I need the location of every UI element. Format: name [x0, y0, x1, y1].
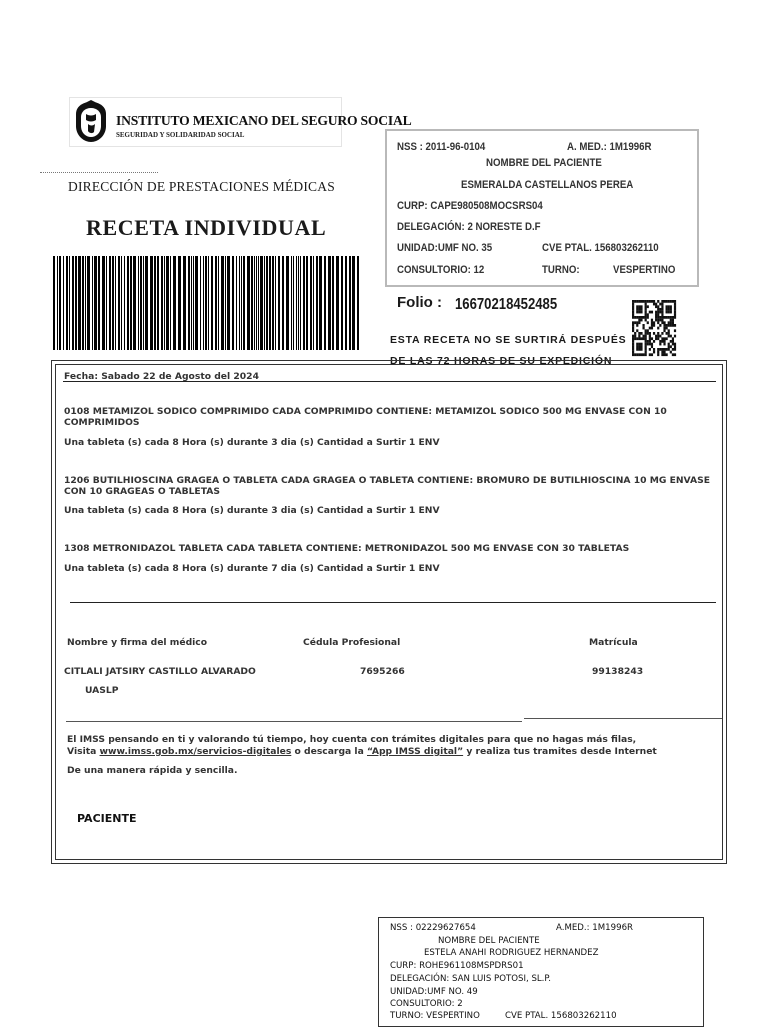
signature-line-right: [524, 718, 722, 719]
imss-logo: [69, 97, 412, 147]
digital-notice-line-1: El IMSS pensando en ti y valorando tú tiempo, hoy cuenta con trámites digitales para que no hagas más filas,: [67, 734, 637, 745]
second-name-label: NOMBRE DEL PACIENTE: [438, 936, 540, 946]
medication-3-description: 1308 METRONIDAZOL TABLETA CADA TABLETA CONTIENE: METRONIDAZOL 500 MG ENVASE CON 30 TABLETAS: [64, 543, 630, 554]
imss-digital-services-link[interactable]: www.imss.gob.mx/servicios-digitales: [99, 746, 292, 757]
patient-name-label: NOMBRE DEL PACIENTE: [486, 157, 602, 169]
medication-1-description: 0108 METAMIZOL SODICO COMPRIMIDO CADA COMPRIMIDO CONTIENE: METAMIZOL SODICO 500 MG ENVASE CON 10 COMPRIMIDOS: [64, 406, 667, 428]
second-a-med: A.MED.: 1M1996R: [556, 923, 634, 933]
patient-delegacion: DELEGACIÓN: 2 NORESTE D.F: [397, 221, 541, 233]
qr-code-icon: [632, 300, 676, 356]
org-name: INSTITUTO MEXICANO DEL SEGURO SOCIAL: [116, 113, 412, 128]
second-delegacion: DELEGACIÓN: SAN LUIS POTOSI, SL.P.: [390, 974, 551, 984]
folio-label: Folio :: [397, 294, 442, 311]
second-consultorio: CONSULTORIO: 2: [390, 999, 463, 1009]
imss-app-link[interactable]: “App IMSS digital”: [366, 746, 464, 757]
direction-heading: DIRECCIÓN DE PRESTACIONES MÉDICAS: [68, 179, 335, 194]
doctor-name-label: Nombre y firma del médico: [67, 637, 208, 648]
folio-number: 16670218452485: [455, 296, 558, 313]
patient-unidad: UNIDAD:UMF NO. 35: [397, 242, 493, 254]
notice-suffix: y realiza tus tramites desde Internet: [463, 746, 657, 757]
notice-mid: o descarga la: [291, 746, 367, 757]
org-motto: SEGURIDAD Y SOLIDARIDAD SOCIAL: [116, 131, 245, 139]
signature-line: [66, 721, 522, 722]
barcode-icon: [53, 256, 359, 350]
medication-2-dosage: Una tableta (s) cada 8 Hora (s) durante 3 dia (s) Cantidad a Surtir 1 ENV: [64, 505, 440, 516]
patient-nss: NSS : 2011-96-0104: [397, 141, 486, 153]
patient-consultorio: CONSULTORIO: 12: [397, 264, 485, 276]
document-title: RECETA INDIVIDUAL: [86, 215, 327, 240]
second-patient-box: [378, 917, 704, 1027]
digital-notice-line-2: [67, 746, 657, 757]
patient-turno: VESPERTINO: [613, 264, 676, 276]
patient-cve-ptal: CVE PTAL. 156803262110: [542, 242, 659, 254]
patient-name: ESMERALDA CASTELLANOS PEREA: [461, 179, 634, 191]
medication-1-dosage: Una tableta (s) cada 8 Hora (s) durante 3 dia (s) Cantidad a Surtir 1 ENV: [64, 437, 440, 448]
cedula-label: Cédula Profesional: [303, 637, 401, 648]
section-divider: [70, 602, 716, 603]
signature-dotted-line: [40, 172, 158, 173]
medication-3-dosage: Una tableta (s) cada 8 Hora (s) durante 7 dia (s) Cantidad a Surtir 1 ENV: [64, 563, 440, 574]
patient-info-box: [385, 129, 699, 287]
matricula-label: Matrícula: [589, 637, 638, 648]
second-nss: NSS : 02229627654: [390, 923, 476, 933]
prescription-date: Fecha: Sabado 22 de Agosto del 2024: [64, 371, 259, 382]
digital-notice-line-3: De una manera rápida y sencilla.: [67, 765, 238, 776]
doctor-matricula: 99138243: [592, 666, 644, 677]
second-name: ESTELA ANAHI RODRIGUEZ HERNANDEZ: [424, 948, 599, 958]
doctor-school: UASLP: [85, 685, 119, 696]
patient-a-med: A. MED.: 1M1996R: [567, 141, 652, 153]
patient-curp: CURP: CAPE980508MOCSRS04: [397, 200, 543, 212]
second-turno: TURNO: VESPERTINO: [390, 1011, 480, 1021]
second-unidad: UNIDAD:UMF NO. 49: [390, 987, 478, 997]
doctor-name: CITLALI JATSIRY CASTILLO ALVARADO: [64, 666, 256, 677]
second-cve-ptal: CVE PTAL. 156803262110: [505, 1011, 617, 1021]
patient-turno-label: TURNO:: [542, 264, 580, 276]
copy-label: PACIENTE: [77, 812, 137, 825]
doctor-cedula: 7695266: [360, 666, 405, 677]
expiry-warning: ESTA RECETA NO SE SURTIRÁ DESPUÉS DE LAS 72 HORAS DE SU EXPEDICIÓN: [390, 334, 627, 367]
date-underline: [63, 381, 716, 382]
notice-prefix: Visita: [67, 746, 100, 757]
medication-2-description: 1206 BUTILHIOSCINA GRAGEA O TABLETA CADA GRAGEA O TABLETA CONTIENE: BROMURO DE BUTILHIOSCINA 10 MG ENVASE CON 10 GRAGEAS O TABLETAS: [64, 475, 711, 497]
imss-emblem-icon: [72, 100, 110, 144]
second-curp: CURP: ROHE961108MSPDRS01: [390, 961, 524, 971]
